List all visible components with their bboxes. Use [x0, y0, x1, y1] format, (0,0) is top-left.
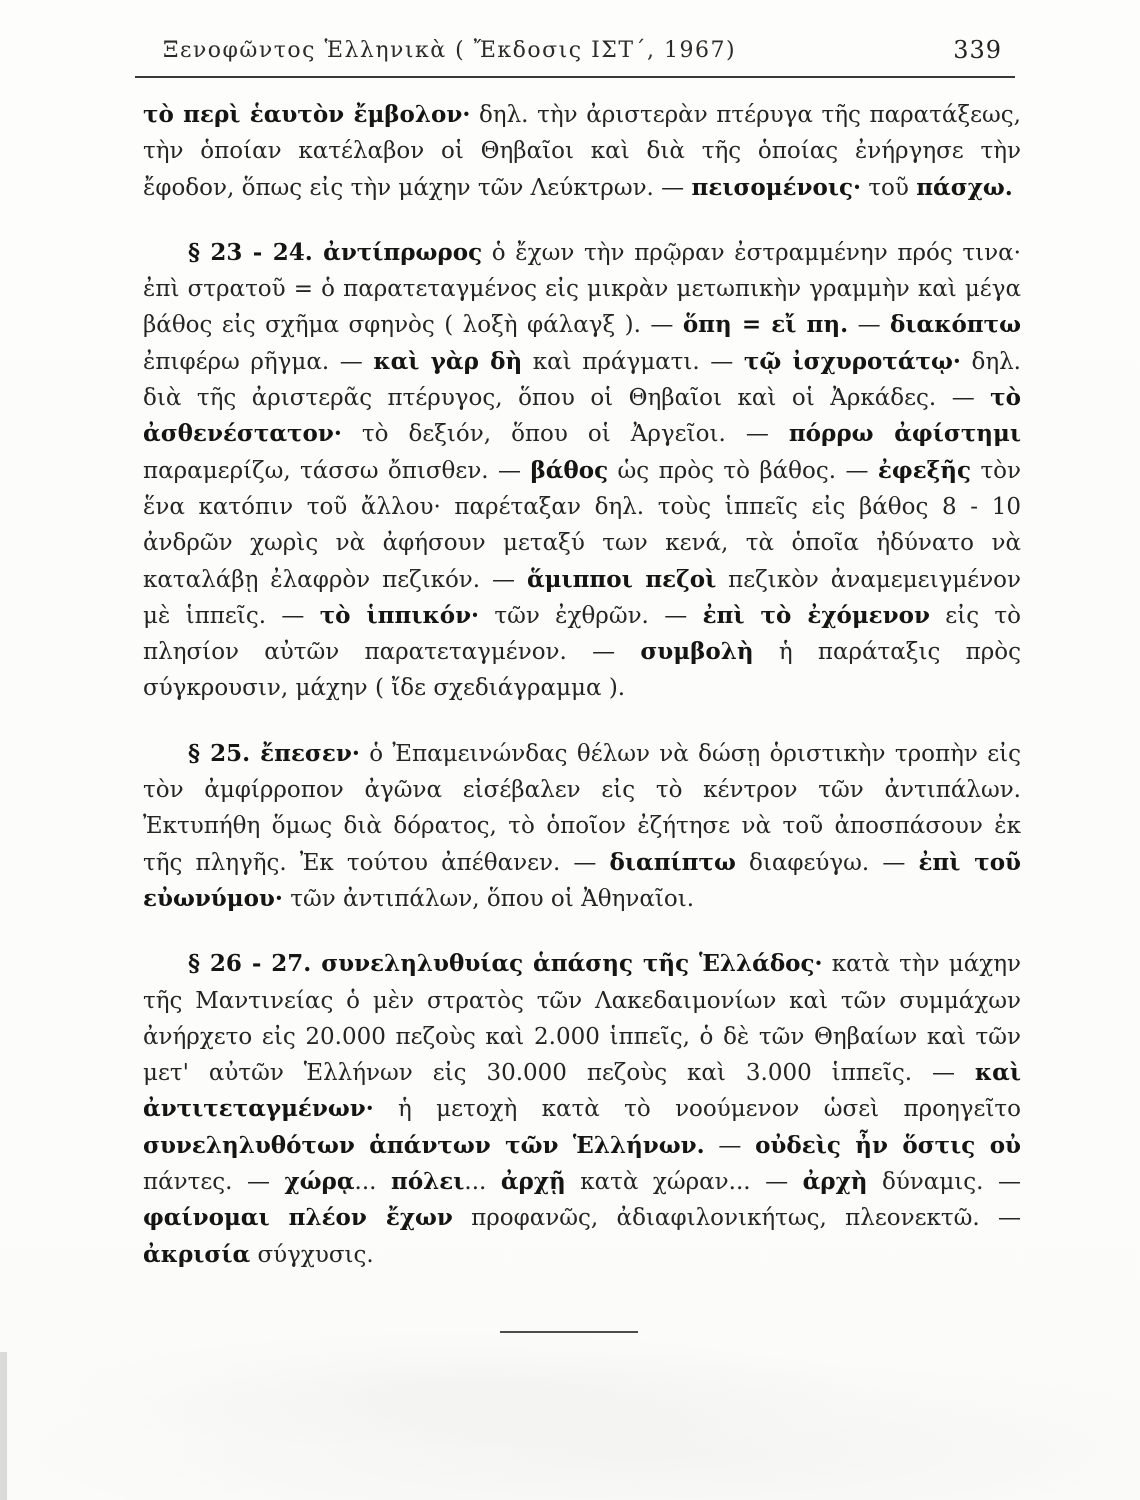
lemma-text: ἀρχῇ	[500, 1168, 566, 1196]
gloss-text: σύγχυσις.	[250, 1241, 374, 1268]
lemma-text: τὸ ἀσθενέστατον·	[143, 384, 1021, 448]
gloss-text: πάντες. —	[143, 1169, 285, 1196]
lemma-text: § 26 - 27. συνεληλυθυίας ἁπάσης τῆς Ἑλλάδος·	[188, 950, 823, 978]
lemma-text: συνεληλυθότων ἁπάντων τῶν Ἑλλήνων.	[143, 1131, 705, 1159]
lemma-text: φαίνομαι πλέον ἔχων	[143, 1204, 453, 1232]
lemma-text: διακόπτω	[890, 311, 1022, 339]
commentary-text	[143, 97, 1021, 1273]
gloss-text: τῶν ἀντιπάλων, ὅπου οἱ Ἀθηναῖοι.	[282, 885, 695, 912]
lemma-text: οὐδεὶς ἦν ὅστις οὐ	[755, 1131, 1022, 1159]
lemma-text: πάσχω.	[916, 173, 1013, 201]
paragraph-embolon	[143, 97, 1021, 206]
running-title: Ξενοφῶντος Ἑλληνικὰ ( Ἔκδοσις ΙΣΤ΄, 1967)	[163, 38, 737, 63]
lemma-text: § 25. ἔπεσεν·	[188, 739, 360, 767]
page-number: 339	[953, 36, 1002, 64]
gloss-text: δηλ. τὴν ἀριστερὰν πτέρυγα τῆς παρατάξεως, τὴν ὁποίαν κατέλαβον οἱ Θηβαῖοι καὶ διὰ τῆς ὁποίας ἐνήργησε τὴν ἔφοδον, ὅπως εἰς τὴν μάχην τῶν Λεύκτρων. —	[143, 102, 1021, 201]
lemma-text: ἐφεξῆς	[877, 456, 972, 484]
gloss-text: ἡ παράταξις πρὸς σύγκρουσιν, μάχην ( ἴδε σχεδιάγραμμα ).	[143, 639, 1021, 702]
lemma-text: ἐπὶ τὸ ἐχόμενον	[702, 601, 930, 629]
gloss-text: παραμερίζω, τάσσω ὄπισθεν. —	[143, 457, 531, 484]
gloss-text: καὶ πράγματι. —	[522, 348, 744, 375]
gloss-text: προφανῶς, ἀδιαφιλονικήτως, πλεονεκτῶ. —	[452, 1205, 1021, 1232]
gloss-text: τοῦ	[861, 174, 917, 201]
lemma-text: ἐπὶ τοῦ εὐωνύμου·	[143, 848, 1021, 912]
gloss-text: τὸν ἕνα κατόπιν τοῦ ἄλλου· παρέταξαν δηλ. τοὺς ἱππεῖς εἰς βάθος 8 - 10 ἀνδρῶν χωρὶς νὰ ἀφήσουν μεταξύ των κενά, τὰ ὁποῖα ἠδύνατο νὰ καταλάβῃ ἐλαφρὸν πεζικόν. —	[143, 457, 1021, 593]
lemma-text: πόρρω ἀφίστημι	[788, 420, 1021, 448]
gloss-text: ἡ μετοχὴ κατὰ τὸ νοούμενον ὡσεὶ προηγεῖτο	[373, 1096, 1021, 1123]
lemma-text: βάθος	[530, 456, 609, 484]
lemma-text: § 23 - 24. ἀντίπρωρος	[188, 238, 483, 266]
gloss-text: ὁ ἔχων τὴν πρῷραν ἐστραμμένην πρός τινα· ἐπὶ στρατοῦ = ὁ παρατεταγμένος εἰς μικρὰν μετωπικὴν γραμμὴν καὶ μέγα βάθος εἰς σχῆμα σφηνὸς ( λοξὴ φάλαγξ ). —	[143, 239, 1021, 339]
gloss-text: τὸ δεξιόν, ὅπου οἱ Ἀργεῖοι. —	[341, 421, 789, 448]
section-end-rule	[500, 1331, 638, 1333]
gloss-text: ...	[354, 1169, 391, 1196]
gloss-text: κατὰ τὴν μάχην τῆς Μαντινείας ὁ μὲν στρατὸς τῶν Λακεδαιμονίων καὶ τῶν συμμάχων ἀνήρχετο εἰς 20.000 πεζοὺς καὶ 2.000 ἱππεῖς, ὁ δὲ τῶν Θηβαίων καὶ τῶν μετ' αὐτῶν Ἑλλήνων εἰς 30.000 πεζοὺς καὶ 3.000 ἱππεῖς. —	[143, 951, 1021, 1087]
lemma-text: ἅμιπποι πεζοὶ	[526, 565, 717, 593]
gloss-text: διαφεύγω. —	[735, 849, 919, 876]
lemma-text: ὅπη = εἴ πη.	[682, 311, 849, 339]
gloss-text: —	[704, 1132, 756, 1159]
lemma-text: πόλει	[390, 1168, 465, 1196]
gloss-text: εἰς τὸ πλησίον αὐτῶν παρατεταγμένον. —	[143, 602, 1022, 666]
section-26-27	[143, 946, 1021, 1273]
lemma-text: καὶ γὰρ δὴ	[373, 347, 523, 375]
gloss-text: ἐπιφέρω ρῆγμα. —	[143, 348, 374, 375]
lemma-text: καὶ ἀντιτεταγμένων·	[143, 1059, 1021, 1123]
lemma-text: συμβολὴ	[640, 638, 754, 666]
gloss-text: τῶν ἐχθρῶν. —	[479, 602, 703, 629]
lemma-text: ἀρχὴ	[802, 1168, 868, 1196]
gloss-text: —	[848, 312, 891, 339]
gloss-text: ὡς πρὸς τὸ βάθος. —	[608, 457, 878, 484]
gloss-text: δύναμις. —	[867, 1169, 1021, 1196]
gloss-text: ὁ Ἐπαμεινώνδας θέλων νὰ δώσῃ ὁριστικὴν τροπὴν εἰς τὸν ἀμφίρροπον ἀγῶνα εἰσέβαλεν εἰς τὸ κέντρον τῶν ἀντιπάλων. Ἐκτυπήθη ὅμως διὰ δόρατος, τὸ ὁποῖον ἐζήτησε νὰ τοῦ ἀποσπάσουν ἐκ τῆς πληγῆς. Ἐκ τούτου ἀπέθανεν. —	[143, 740, 1022, 876]
section-23-24	[143, 235, 1021, 707]
scan-edge-artifact	[0, 1352, 7, 1500]
section-25	[143, 736, 1021, 917]
gloss-text: ...	[464, 1169, 501, 1196]
lemma-text: χώρᾳ	[284, 1168, 355, 1196]
lemma-text: τῷ ἰσχυροτάτῳ·	[743, 347, 961, 375]
header-rule	[135, 76, 1015, 78]
gloss-text: δηλ. διὰ τῆς ἀριστερᾶς πτέρυγος, ὅπου οἱ Θηβαῖοι καὶ οἱ Ἀρκάδες. —	[143, 348, 1021, 412]
lemma-text: πεισομένοις·	[691, 173, 862, 201]
lemma-text: ἀκρισία	[143, 1240, 251, 1268]
lemma-text: διαπίπτω	[609, 848, 736, 876]
lemma-text: τὸ περὶ ἑαυτὸν ἔμβολον·	[143, 101, 471, 128]
lemma-text: τὸ ἱππικόν·	[319, 601, 480, 629]
gloss-text: πεζικὸν ἀναμεμειγμένον μὲ ἱππεῖς. —	[143, 566, 1022, 629]
gloss-text: κατὰ χώραν... —	[565, 1169, 803, 1196]
